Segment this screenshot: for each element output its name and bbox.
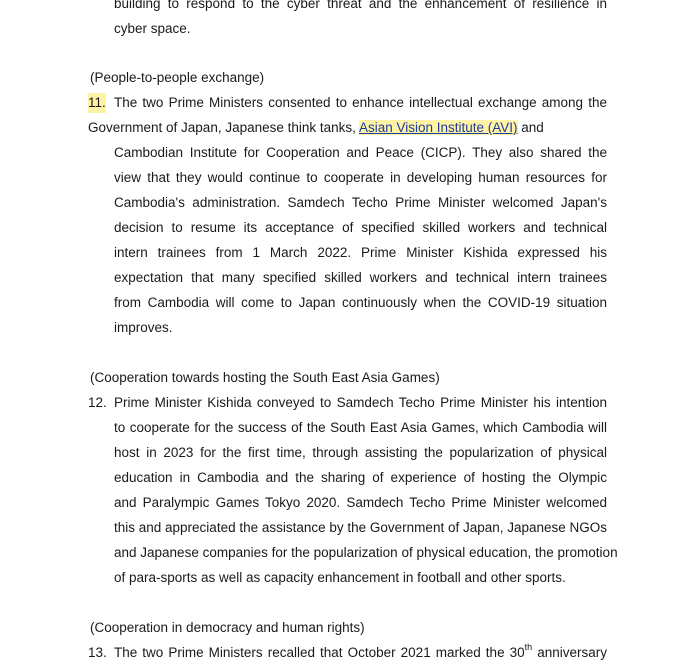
ordinal-suffix: th: [524, 641, 533, 652]
section-11-line-2-pre: Government of Japan, Japanese think tanks,: [88, 120, 356, 135]
asian-vision-institute-link[interactable]: Asian Vision Institute (AVI): [358, 120, 518, 135]
section-11-line-7: intern trainees from 1 March 2022. Prime Minister Kishida expressed his: [114, 245, 607, 260]
section-11-heading: (People-to-people exchange): [90, 70, 265, 85]
section-13-line-1-end: anniversary: [532, 645, 607, 660]
section-12-line-4: education in Cambodia and the sharing of experience of hosting the Olympic: [114, 470, 607, 485]
section-11-line-2-post: and: [521, 120, 544, 135]
section-12-line-6: this and appreciated the assistance by the Government of Japan, Japanese NGOs: [114, 520, 608, 535]
section-13-heading: (Cooperation in democracy and human rights): [90, 620, 365, 635]
section-11-line-6: decision to resume its acceptance of specified skilled workers and technical: [114, 220, 607, 235]
section-11-line-8: expectation that many specified skilled workers and technical intern trainees: [114, 270, 607, 285]
section-11-line-3: Cambodian Institute for Cooperation and Peace (CICP). They also shared the: [114, 145, 607, 160]
section-13-line-1-text: The two Prime Ministers recalled that October 2021 marked the 30: [114, 645, 525, 660]
intro-line-1: building to respond to the cyber threat and the enhancement of resilience in: [114, 0, 607, 11]
section-12-line-3: host in 2023 for the first time, through assisting the popularization of physical: [114, 445, 607, 460]
section-11-line-1: The two Prime Ministers consented to enhance intellectual exchange among the: [114, 95, 607, 110]
section-12-line-5: and Paralympic Games Tokyo 2020. Samdech Techo Prime Minister welcomed: [114, 495, 607, 510]
section-12-line-7: and Japanese companies for the popularization of physical education, the promotion: [114, 545, 618, 560]
section-12-heading: (Cooperation towards hosting the South East Asia Games): [90, 370, 440, 385]
section-12-number: 12.: [88, 395, 107, 410]
section-12-line-1: Prime Minister Kishida conveyed to Samdech Techo Prime Minister his intention: [114, 395, 607, 410]
section-11-line-2: [88, 118, 544, 138]
section-11-line-4: view that they would continue to cooperate in developing human resources for: [114, 170, 607, 185]
section-13-line-1: [114, 643, 607, 663]
section-11-line-10: improves.: [114, 320, 173, 335]
section-11-line-5: Cambodia's administration. Samdech Techo Prime Minister welcomed Japan's: [114, 195, 607, 210]
section-11-line-9: from Cambodia will come to Japan continuously when the COVID-19 situation: [114, 295, 607, 310]
intro-line-2: cyber space.: [114, 21, 191, 36]
section-13-number: 13.: [88, 645, 107, 660]
section-11-number: 11.: [88, 93, 106, 113]
section-12-line-2: to cooperate for the success of the South East Asia Games, which Cambodia will: [114, 420, 607, 435]
section-12-line-8: of para-sports as well as capacity enhancement in football and other sports.: [114, 570, 566, 585]
